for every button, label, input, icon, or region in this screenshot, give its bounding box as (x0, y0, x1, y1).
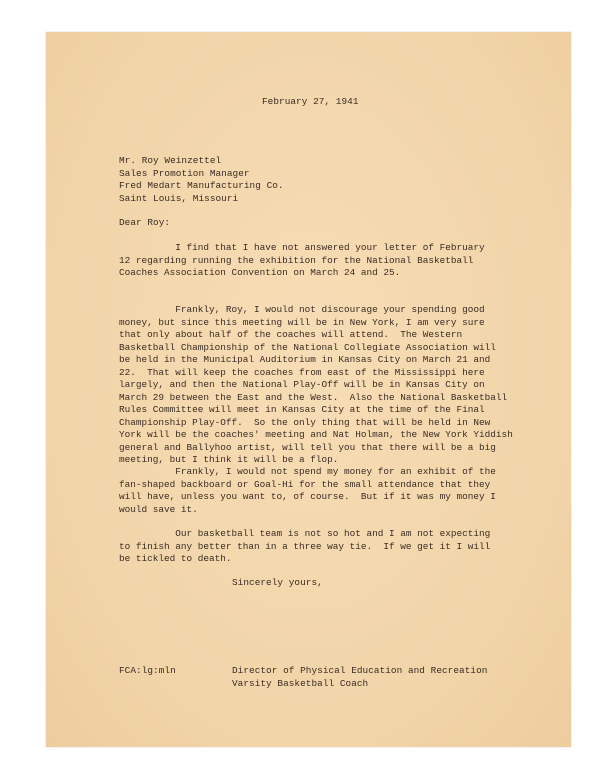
letter-date: February 27, 1941 (262, 96, 359, 107)
recipient-title: Sales Promotion Manager (119, 167, 250, 179)
recipient-name: Mr. Roy Weinzettel (119, 155, 222, 166)
closing: Sincerely yours, (232, 577, 323, 588)
signature-title-2: Varsity Basketball Coach (232, 677, 369, 689)
signature-title-1: Director of Physical Education and Recreation (232, 665, 488, 676)
recipient-company: Fred Medart Manufacturing Co. (119, 180, 284, 191)
typist-initials: FCA:lg:mln (119, 665, 176, 676)
salutation: Dear Roy: (119, 217, 171, 228)
recipient-city: Saint Louis, Missouri (119, 192, 239, 204)
